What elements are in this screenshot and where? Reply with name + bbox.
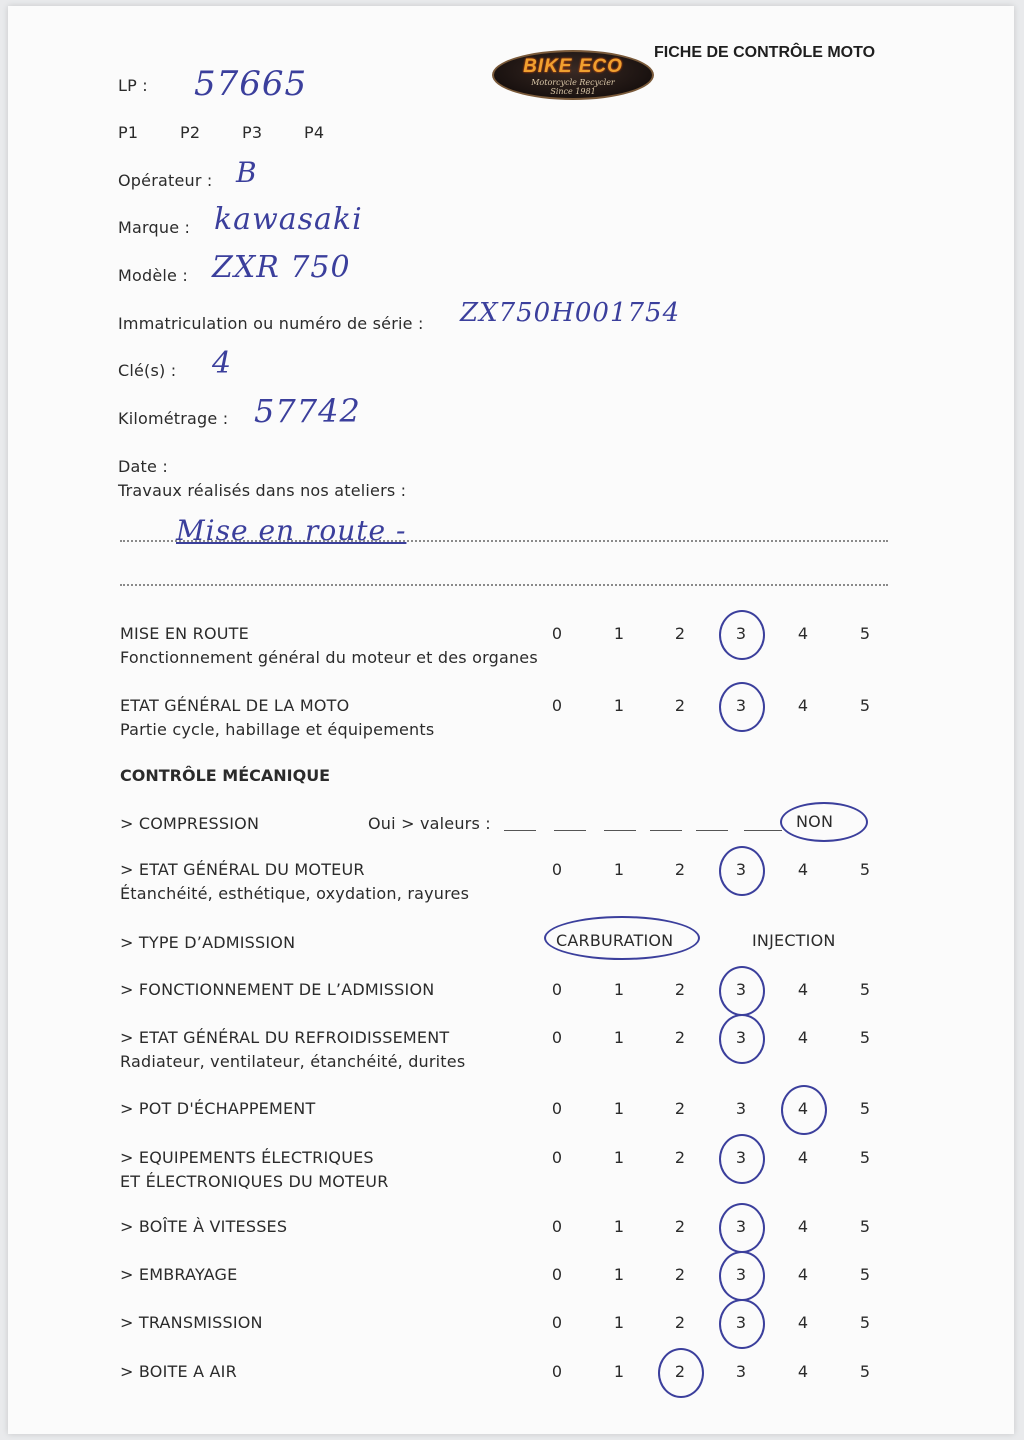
rating-option-2[interactable]: 2 — [674, 1217, 686, 1236]
rating-option-4[interactable]: 4 — [797, 624, 809, 643]
rating-option-3[interactable]: 3 — [735, 696, 747, 715]
rating-option-0[interactable]: 0 — [551, 860, 563, 879]
rating-option-3[interactable]: 3 — [735, 1313, 747, 1332]
logo-name: BIKE ECO — [523, 56, 623, 77]
rating-selected-mark — [719, 846, 765, 896]
rating-option-5[interactable]: 5 — [859, 860, 871, 879]
intake-type-label: > TYPE D’ADMISSION — [120, 933, 296, 952]
rating-selected-mark — [719, 1251, 765, 1301]
rating-option-2[interactable]: 2 — [674, 980, 686, 999]
works-label: Travaux réalisés dans nos ateliers : — [118, 481, 407, 500]
intake-carburation-mark — [544, 916, 700, 960]
rating-selected-mark — [719, 1134, 765, 1184]
rating-selected-mark — [719, 1299, 765, 1349]
rating-option-5[interactable]: 5 — [859, 1265, 871, 1284]
lp-label: LP : — [118, 76, 148, 95]
intake-option-carburation[interactable]: CARBURATION — [556, 931, 674, 950]
brand-value: kawasaki — [214, 202, 363, 237]
operator-label: Opérateur : — [118, 171, 213, 190]
compression-no-mark — [780, 802, 868, 842]
rating-option-1[interactable]: 1 — [613, 1217, 625, 1236]
rating-option-4[interactable]: 4 — [797, 696, 809, 715]
rating-option-4[interactable]: 4 — [797, 1313, 809, 1332]
rating-option-4[interactable]: 4 — [797, 1028, 809, 1047]
rating-subtitle: Radiateur, ventilateur, étanchéité, durites — [120, 1052, 466, 1071]
rating-subtitle: Partie cycle, habillage et équipements — [120, 720, 435, 739]
works-value: Mise en route - — [176, 514, 407, 547]
position-p4: P4 — [304, 123, 325, 142]
rating-option-0[interactable]: 0 — [551, 1028, 563, 1047]
rating-selected-mark — [719, 1014, 765, 1064]
rating-option-1[interactable]: 1 — [613, 1099, 625, 1118]
model-label: Modèle : — [118, 266, 188, 285]
rating-option-1[interactable]: 1 — [613, 1028, 625, 1047]
rating-selected-mark — [719, 966, 765, 1016]
rating-selected-mark — [658, 1348, 704, 1398]
compression-value-1[interactable] — [504, 830, 536, 831]
rating-option-5[interactable]: 5 — [859, 1217, 871, 1236]
rating-option-2[interactable]: 2 — [674, 1148, 686, 1167]
rating-option-1[interactable]: 1 — [613, 1362, 625, 1381]
rating-option-2[interactable]: 2 — [674, 1265, 686, 1284]
rating-option-0[interactable]: 0 — [551, 696, 563, 715]
logo-tagline: Motorcycle Recycler — [531, 78, 615, 87]
sheet-title: FICHE DE CONTRÔLE MOTO — [654, 44, 876, 61]
mileage-value: 57742 — [254, 392, 361, 430]
rating-subtitle: Étanchéité, esthétique, oxydation, rayures — [120, 884, 470, 903]
rating-title: > BOITE A AIR — [120, 1362, 237, 1381]
rating-option-1[interactable]: 1 — [613, 624, 625, 643]
rating-option-0[interactable]: 0 — [551, 1099, 563, 1118]
rating-option-1[interactable]: 1 — [613, 696, 625, 715]
rating-option-3[interactable]: 3 — [735, 1362, 747, 1381]
rating-title: > EMBRAYAGE — [120, 1265, 238, 1284]
rating-option-5[interactable]: 5 — [859, 1099, 871, 1118]
works-line-1 — [120, 540, 888, 542]
rating-option-3[interactable]: 3 — [735, 980, 747, 999]
compression-yes-label: Oui > valeurs : — [368, 814, 491, 833]
rating-option-3[interactable]: 3 — [735, 1028, 747, 1047]
rating-option-0[interactable]: 0 — [551, 1148, 563, 1167]
rating-option-4[interactable]: 4 — [797, 860, 809, 879]
rating-option-3[interactable]: 3 — [735, 1148, 747, 1167]
rating-option-5[interactable]: 5 — [859, 1313, 871, 1332]
rating-title: > BOÎTE À VITESSES — [120, 1217, 288, 1236]
rating-option-0[interactable]: 0 — [551, 980, 563, 999]
compression-value-4[interactable] — [650, 830, 682, 831]
rating-option-2[interactable]: 2 — [674, 696, 686, 715]
rating-option-3[interactable]: 3 — [735, 860, 747, 879]
rating-option-1[interactable]: 1 — [613, 1265, 625, 1284]
rating-option-2[interactable]: 2 — [674, 1028, 686, 1047]
brand-label: Marque : — [118, 218, 191, 237]
keys-label: Clé(s) : — [118, 361, 177, 380]
rating-option-3[interactable]: 3 — [735, 1265, 747, 1284]
rating-option-0[interactable]: 0 — [551, 1265, 563, 1284]
rating-option-1[interactable]: 1 — [613, 860, 625, 879]
rating-option-1[interactable]: 1 — [613, 1313, 625, 1332]
date-label: Date : — [118, 457, 168, 476]
operator-value: B — [236, 156, 258, 189]
serial-value: ZX750H001754 — [460, 298, 681, 328]
rating-option-5[interactable]: 5 — [859, 1362, 871, 1381]
mileage-label: Kilométrage : — [118, 409, 229, 428]
control-sheet — [8, 6, 1014, 1434]
rating-option-4[interactable]: 4 — [797, 1362, 809, 1381]
rating-option-4[interactable]: 4 — [797, 1265, 809, 1284]
rating-subtitle: ET ÉLECTRONIQUES DU MOTEUR — [120, 1172, 389, 1191]
model-value: ZXR 750 — [212, 250, 351, 285]
rating-option-3[interactable]: 3 — [735, 1217, 747, 1236]
rating-option-5[interactable]: 5 — [859, 980, 871, 999]
rating-title: > ETAT GÉNÉRAL DU MOTEUR — [120, 860, 365, 879]
rating-option-2[interactable]: 2 — [674, 860, 686, 879]
compression-value-2[interactable] — [554, 830, 586, 831]
rating-title: > ETAT GÉNÉRAL DU REFROIDISSEMENT — [120, 1028, 450, 1047]
position-p3: P3 — [242, 123, 263, 142]
position-p1: P1 — [118, 123, 139, 142]
rating-title: MISE EN ROUTE — [120, 624, 249, 643]
compression-value-3[interactable] — [604, 830, 636, 831]
rating-option-4[interactable]: 4 — [797, 1099, 809, 1118]
compression-value-5[interactable] — [696, 830, 728, 831]
works-line-2 — [120, 584, 888, 586]
rating-option-2[interactable]: 2 — [674, 1099, 686, 1118]
rating-option-5[interactable]: 5 — [859, 624, 871, 643]
rating-title: > POT D'ÉCHAPPEMENT — [120, 1099, 316, 1118]
rating-option-4[interactable]: 4 — [797, 1148, 809, 1167]
rating-selected-mark — [719, 1203, 765, 1253]
rating-option-4[interactable]: 4 — [797, 1217, 809, 1236]
compression-no[interactable]: NON — [796, 812, 834, 831]
intake-option-injection[interactable]: INJECTION — [752, 931, 836, 950]
rating-selected-mark — [781, 1085, 827, 1135]
rating-option-1[interactable]: 1 — [613, 980, 625, 999]
rating-option-1[interactable]: 1 — [613, 1148, 625, 1167]
mechanical-heading: CONTRÔLE MÉCANIQUE — [120, 766, 331, 785]
serial-label: Immatriculation ou numéro de série : — [118, 314, 424, 333]
rating-option-3[interactable]: 3 — [735, 624, 747, 643]
rating-option-0[interactable]: 0 — [551, 1313, 563, 1332]
logo-since: Since 1981 — [550, 87, 596, 96]
rating-title: > EQUIPEMENTS ÉLECTRIQUES — [120, 1148, 374, 1167]
rating-title: > FONCTIONNEMENT DE L’ADMISSION — [120, 980, 435, 999]
rating-title: > TRANSMISSION — [120, 1313, 263, 1332]
compression-label: > COMPRESSION — [120, 814, 260, 833]
bike-eco-logo — [492, 50, 654, 100]
rating-option-0[interactable]: 0 — [551, 624, 563, 643]
compression-value-6[interactable] — [744, 830, 782, 831]
rating-option-0[interactable]: 0 — [551, 1362, 563, 1381]
rating-option-0[interactable]: 0 — [551, 1217, 563, 1236]
rating-selected-mark — [719, 610, 765, 660]
rating-option-2[interactable]: 2 — [674, 624, 686, 643]
rating-title: ETAT GÉNÉRAL DE LA MOTO — [120, 696, 350, 715]
rating-option-2[interactable]: 2 — [674, 1362, 686, 1381]
rating-option-5[interactable]: 5 — [859, 696, 871, 715]
rating-option-5[interactable]: 5 — [859, 1148, 871, 1167]
position-p2: P2 — [180, 123, 201, 142]
rating-option-4[interactable]: 4 — [797, 980, 809, 999]
rating-subtitle: Fonctionnement général du moteur et des organes — [120, 648, 538, 667]
rating-option-2[interactable]: 2 — [674, 1313, 686, 1332]
rating-option-3[interactable]: 3 — [735, 1099, 747, 1118]
lp-value: 57665 — [194, 64, 308, 104]
keys-value: 4 — [212, 346, 233, 381]
rating-selected-mark — [719, 682, 765, 732]
rating-option-5[interactable]: 5 — [859, 1028, 871, 1047]
